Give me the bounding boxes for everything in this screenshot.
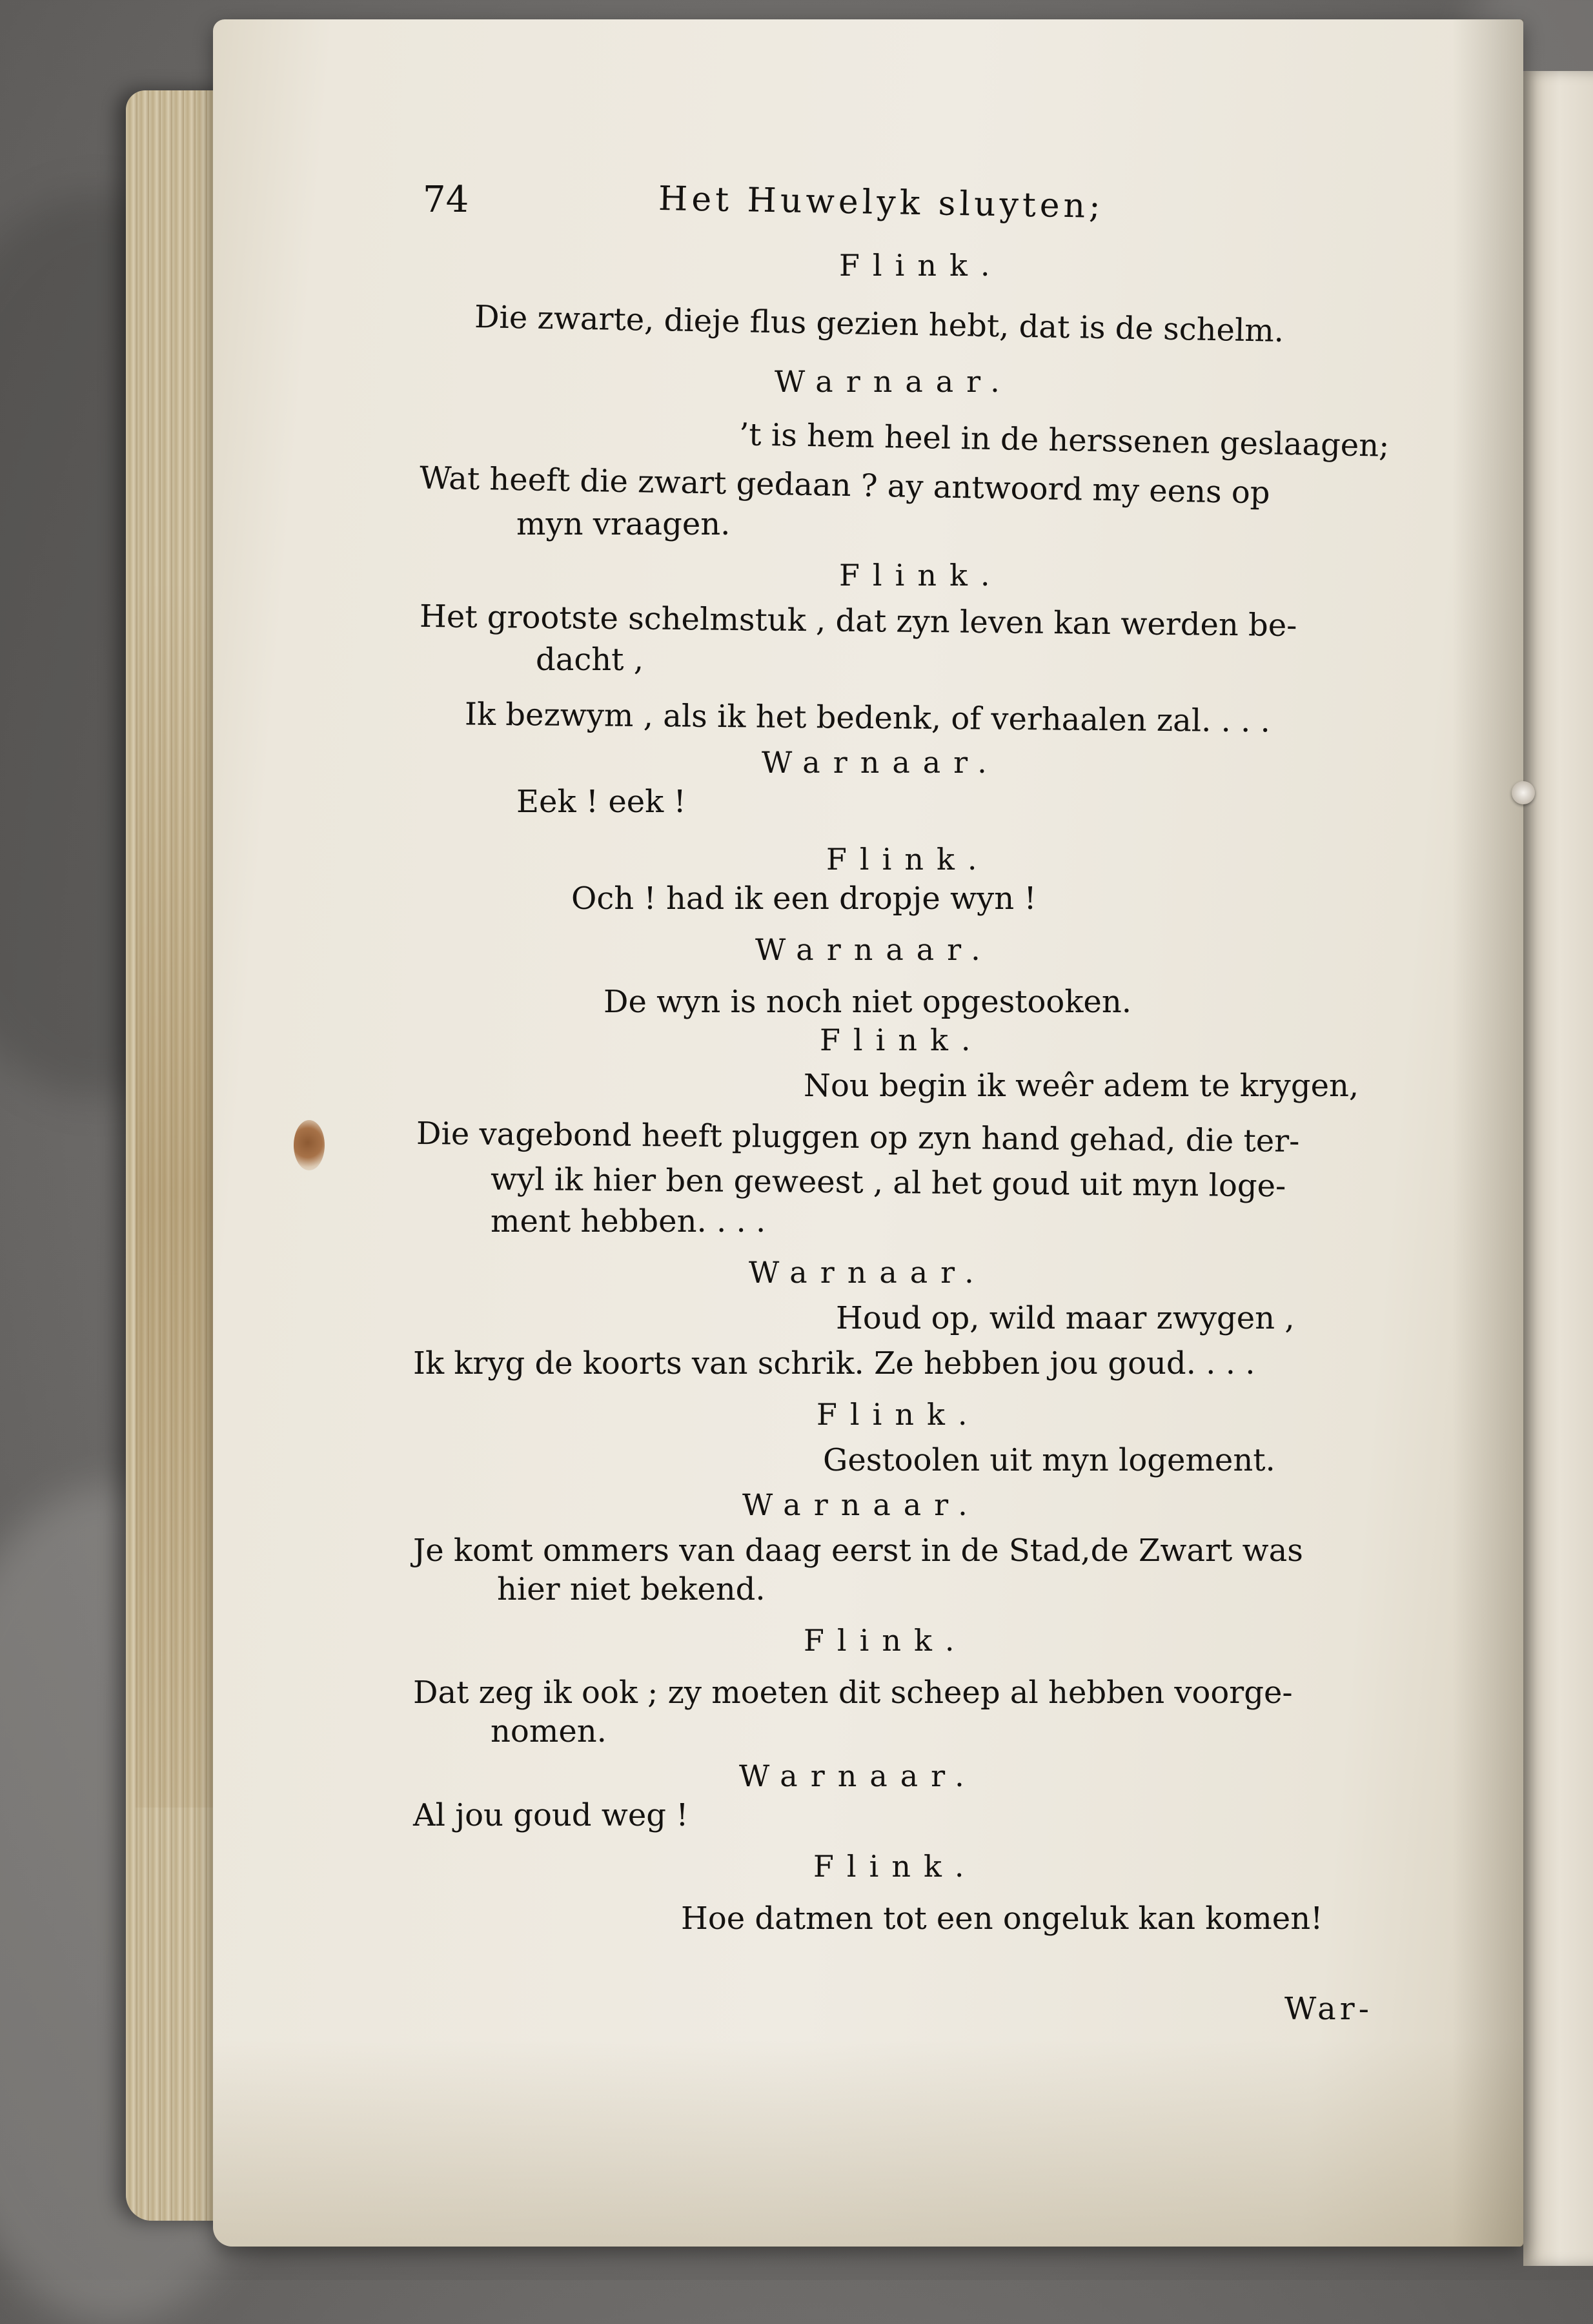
text-line: wyl ik hier ben geweest , al het goud uit myn loge- (490, 1161, 1286, 1205)
text-line: ’t is hem heel in de herssenen geslaagen; (738, 416, 1390, 464)
text-line: Och ! had ik een dropje wyn ! (571, 881, 1037, 917)
text-line: Je komt ommers van daag eerst in de Stad,de Zwart was (413, 1533, 1303, 1569)
binding-pin (1512, 781, 1535, 804)
text-line: Eek ! eek ! (516, 784, 686, 820)
text-line: dacht , (536, 642, 644, 678)
foxing-stain (294, 1120, 325, 1170)
speaker-name: Warnaar. (775, 364, 1013, 399)
page-number: 74 (423, 179, 469, 221)
text-line: Ik kryg de koorts van schrik. Ze hebben jou goud. . . . (413, 1345, 1255, 1381)
speaker-name: Flink. (817, 1397, 980, 1432)
speaker-name: Flink. (839, 248, 1003, 283)
gutter-shadow (1452, 19, 1523, 2247)
facing-page (1523, 71, 1593, 2266)
text-line: Ik bezwym , als ik het bedenk, of verhaalen zal. . . . (464, 696, 1271, 740)
text-line: Gestoolen uit myn logement. (823, 1442, 1275, 1478)
speaker-name: Warnaar. (739, 1758, 977, 1793)
text-line: ment hebben. . . . (491, 1203, 766, 1239)
speaker-name: Warnaar. (742, 1487, 980, 1522)
speaker-name: Flink. (826, 842, 990, 877)
speaker-name: Warnaar. (762, 745, 1000, 780)
text-line: Wat heeft die zwart gedaan ? ay antwoord my eens op (419, 460, 1270, 511)
speaker-name: Flink. (813, 1849, 977, 1884)
text-line: Dat zeg ik ook ; zy moeten dit scheep al hebben voorge- (413, 1675, 1293, 1711)
speaker-name: Flink. (839, 558, 1003, 593)
page-shading (213, 2040, 1523, 2247)
running-head: Het Huwelyk sluyten; (658, 179, 1105, 227)
text-line: myn vraagen. (516, 506, 731, 542)
speaker-name: Flink. (804, 1623, 968, 1658)
text-line: Die zwarte, dieje flus gezien hebt, dat is de schelm. (474, 299, 1284, 349)
text-line: nomen. (491, 1713, 607, 1749)
text-line: Hoe datmen tot een ongeluk kan komen! (681, 1901, 1323, 1937)
text-line: De wyn is noch niet opgestooken. (604, 984, 1131, 1020)
text-line: Het grootste schelmstuk , dat zyn leven kan werden be- (419, 598, 1297, 644)
text-line: hier niet bekend. (497, 1571, 766, 1607)
text-line: Nou begin ik weêr adem te krygen, (804, 1068, 1359, 1104)
catchword: War- (1284, 1991, 1373, 2027)
speaker-name: Flink. (820, 1023, 984, 1057)
text-line: Houd op, wild maar zwygen , (836, 1300, 1295, 1336)
page-edge-discoloration (136, 581, 213, 1808)
text-line: Al jou goud weg ! (413, 1797, 689, 1833)
text-line: Die vagebond heeft pluggen op zyn hand gehad, die ter- (416, 1116, 1300, 1159)
speaker-name: Warnaar. (749, 1255, 987, 1290)
speaker-name: Warnaar. (755, 932, 993, 967)
